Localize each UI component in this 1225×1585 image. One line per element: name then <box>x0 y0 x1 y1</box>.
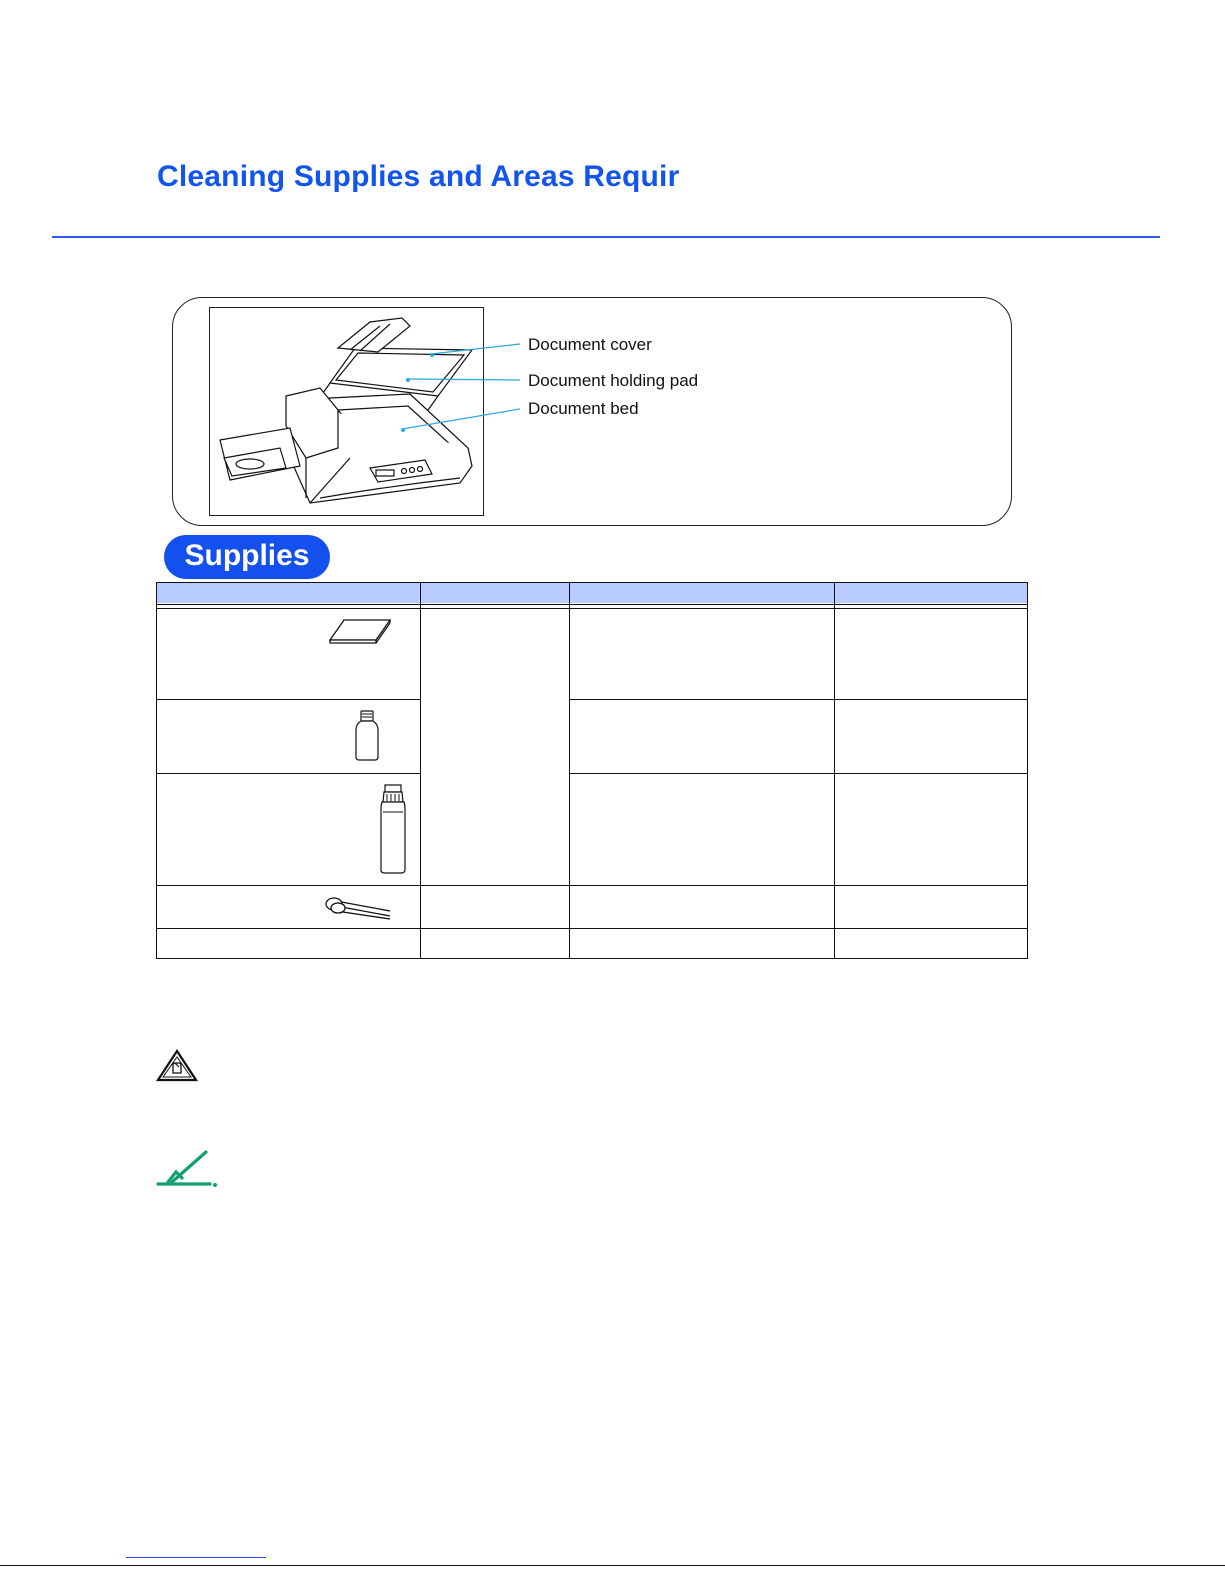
table-header-cell <box>421 583 569 603</box>
note-pen-icon <box>154 1148 220 1190</box>
callout-document-bed: Document bed <box>528 399 639 418</box>
callout-leaders <box>0 0 1225 600</box>
footer-link-underline[interactable] <box>126 1557 266 1558</box>
callout-document-holding-pad: Document holding pad <box>528 371 699 390</box>
cleaning-paper-icon <box>326 614 394 646</box>
cleaner-spray-icon <box>376 782 410 876</box>
cotton-swab-icon <box>322 893 394 921</box>
cleaner-bottle-icon <box>352 708 382 762</box>
table-header-cell <box>157 583 420 603</box>
caution-triangle-icon <box>156 1049 198 1083</box>
callout-document-cover: Document cover <box>528 335 652 354</box>
page-title: Cleaning Supplies and Areas Requir <box>157 160 680 193</box>
footer-divider <box>0 1565 1225 1566</box>
supplies-table <box>156 582 1028 959</box>
table-header-cell <box>570 583 834 603</box>
table-header-cell <box>835 583 1027 603</box>
supplies-section-badge: Supplies <box>164 535 330 579</box>
